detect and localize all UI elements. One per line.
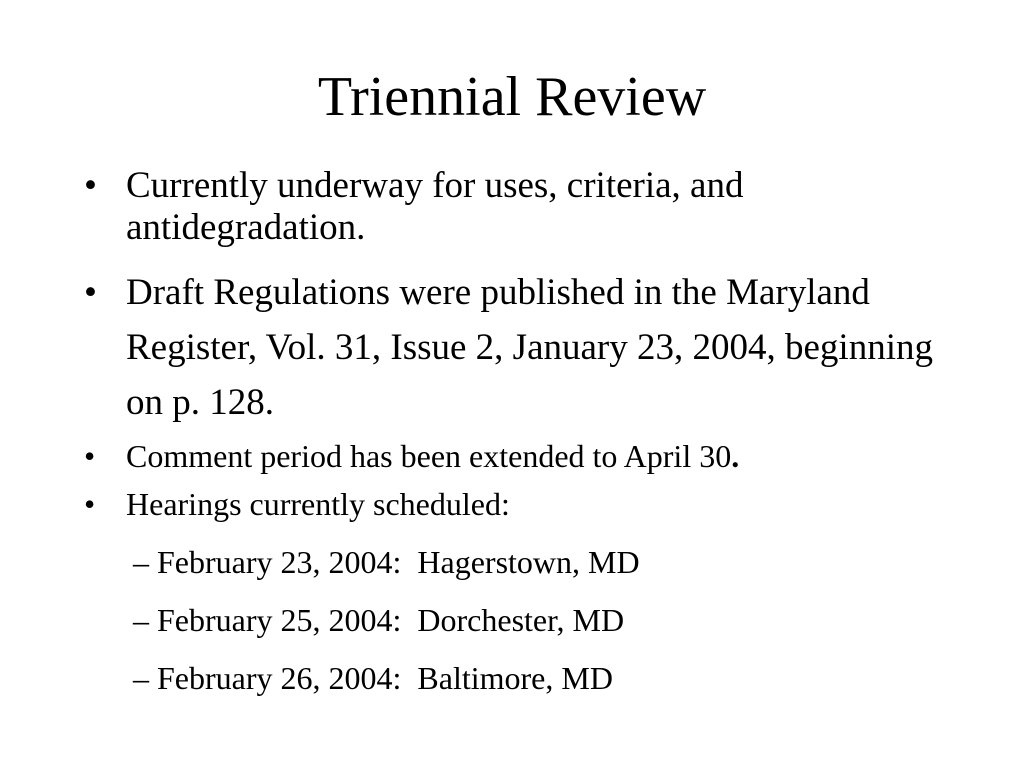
sub-bullet-list: [133, 533, 640, 707]
bullet-item: [84, 265, 964, 430]
bullet-trailing-period: .: [731, 438, 740, 474]
bullet-text: Comment period has been extended to April 30: [126, 438, 732, 474]
sub-bullet-item: – February 25, 2004: Dorchester, MD: [133, 602, 625, 638]
slide-title: Triennial Review: [317, 66, 707, 128]
bullet-item: [84, 432, 964, 480]
bullet-glyph: •: [84, 438, 96, 474]
bullet-item: [84, 165, 964, 249]
bullet-glyph: •: [84, 272, 97, 313]
bullet-text: Hearings currently scheduled:: [126, 486, 510, 522]
sub-bullet-item: – February 23, 2004: Hagerstown, MD: [133, 544, 640, 580]
sub-bullet-item: – February 26, 2004: Baltimore, MD: [133, 660, 613, 696]
bullet-glyph: •: [84, 486, 96, 522]
bullet-glyph: •: [84, 165, 97, 206]
bullet-item: [84, 480, 964, 528]
bullet-text: Currently underway for uses, criteria, and antidegradation.: [126, 165, 744, 248]
bullet-list: [84, 165, 964, 528]
bullet-text: Draft Regulations were published in the Maryland Register, Vol. 31, Issue 2, January 23, 2004, beginning on p. 128.: [126, 272, 933, 423]
